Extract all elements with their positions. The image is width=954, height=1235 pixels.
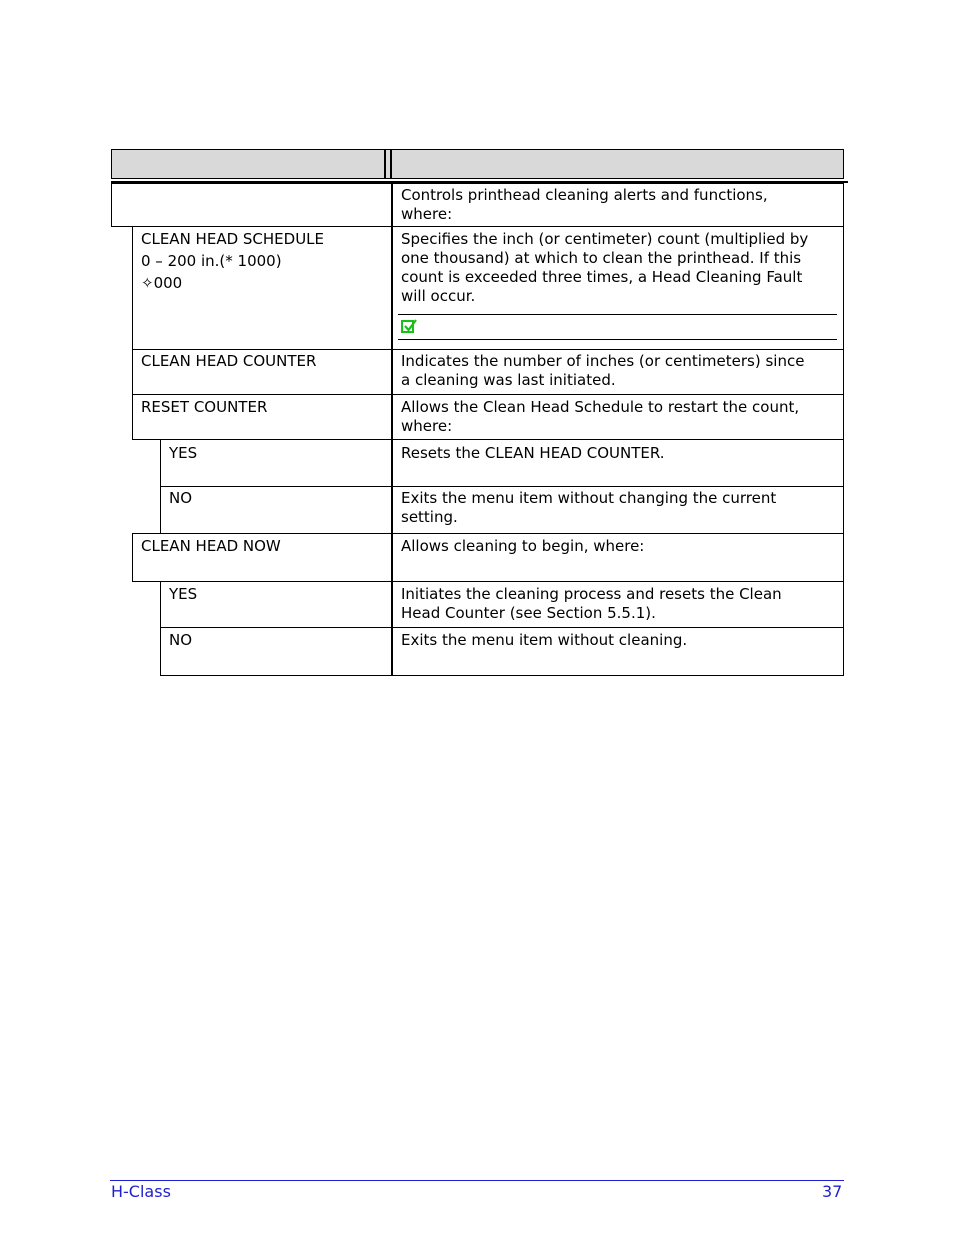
header-divider bbox=[384, 149, 386, 179]
counter-label: CLEAN HEAD COUNTER bbox=[141, 352, 317, 370]
col-divider bbox=[391, 486, 393, 534]
note-top-rule bbox=[398, 314, 837, 315]
checkbox-check-icon bbox=[401, 320, 414, 333]
table-header bbox=[111, 149, 844, 179]
footer-page-number: 37 bbox=[822, 1182, 843, 1201]
footer-rule bbox=[110, 1180, 844, 1181]
col-divider bbox=[391, 533, 393, 582]
col-divider bbox=[391, 439, 393, 487]
col-divider bbox=[391, 183, 393, 227]
reset-yes-description: Resets the CLEAN HEAD COUNTER. bbox=[401, 444, 665, 462]
col-divider bbox=[391, 226, 393, 350]
schedule-description: Specifies the inch (or centimeter) count (multiplied by one thousand) at which to clean the printhead. If this count is exceeded three times, a Head Cleaning Fault will occur. bbox=[401, 230, 809, 305]
now-yes-description: Initiates the cleaning process and resets the Clean Head Counter (see Section 5.5.1). bbox=[401, 585, 782, 622]
reset-label: RESET COUNTER bbox=[141, 398, 268, 416]
reset-yes-label: YES bbox=[169, 444, 198, 462]
col-divider bbox=[391, 581, 393, 628]
header-divider-2 bbox=[390, 149, 392, 179]
schedule-default: ✧000 bbox=[141, 274, 183, 292]
now-no-label: NO bbox=[169, 631, 193, 649]
schedule-range: 0 – 200 in.(* 1000) bbox=[141, 252, 282, 270]
now-description: Allows cleaning to begin, where: bbox=[401, 537, 645, 555]
footer-product: H-Class bbox=[111, 1182, 171, 1201]
clean-head-description: Controls printhead cleaning alerts and functions, where: bbox=[401, 186, 768, 223]
now-label: CLEAN HEAD NOW bbox=[141, 537, 281, 555]
col-divider bbox=[391, 394, 393, 440]
reset-no-label: NO bbox=[169, 489, 193, 507]
reset-no-description: Exits the menu item without changing the current setting. bbox=[401, 489, 777, 526]
reset-description: Allows the Clean Head Schedule to restart the count, where: bbox=[401, 398, 800, 435]
now-no-description: Exits the menu item without cleaning. bbox=[401, 631, 688, 649]
col-divider bbox=[391, 349, 393, 395]
counter-description: Indicates the number of inches (or centimeters) since a cleaning was last initiated. bbox=[401, 352, 805, 389]
col-divider bbox=[391, 627, 393, 676]
now-yes-label: YES bbox=[169, 585, 198, 603]
schedule-label: CLEAN HEAD SCHEDULE bbox=[141, 230, 325, 248]
note-bottom-rule bbox=[398, 339, 837, 340]
